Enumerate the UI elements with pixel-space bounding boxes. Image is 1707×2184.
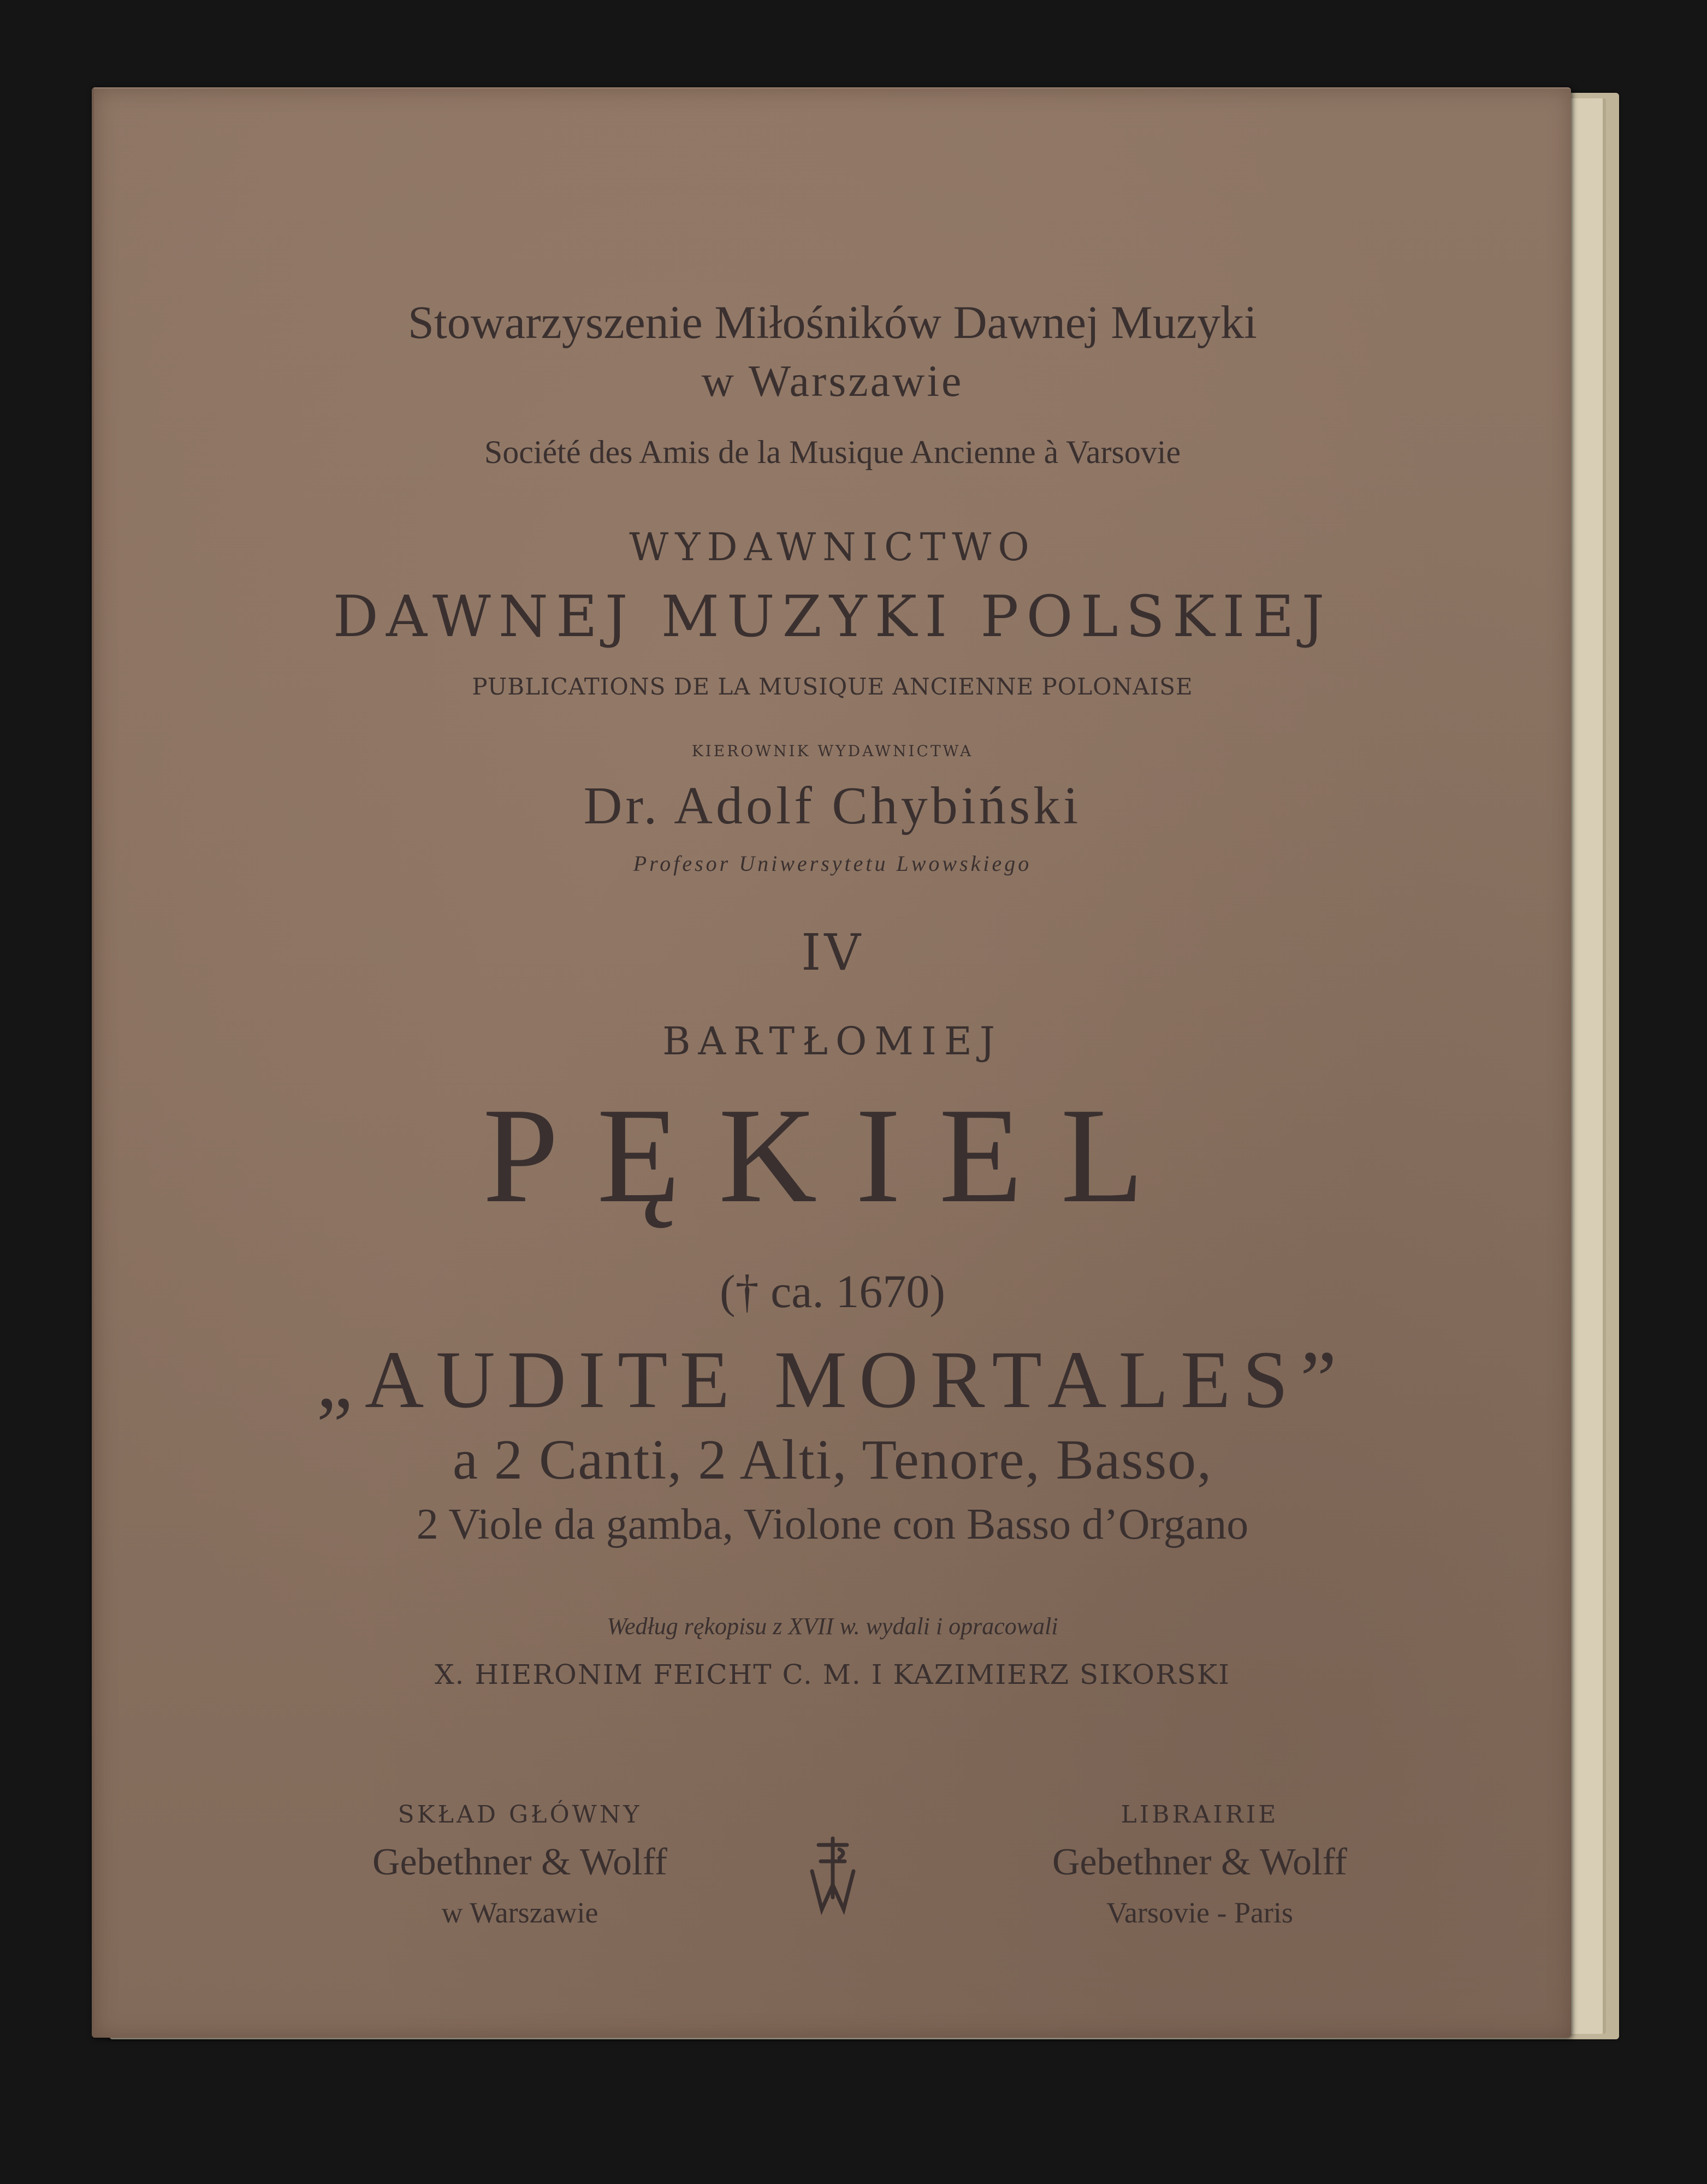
editor-label: KIEROWNIK WYDAWNICTWA [691, 742, 974, 760]
series-title: DAWNEJ MUZYKI POLSKIEJ [333, 583, 1332, 650]
publisher-left-name: Gebethner & Wolff [372, 1841, 667, 1883]
series-title-french: PUBLICATIONS DE LA MUSIQUE ANCIENNE POLONAISE [472, 673, 1193, 700]
publisher-right-heading: LIBRAIRIE [1121, 1801, 1279, 1829]
society-name-french: Société des Amis de la Musique Ancienne à Varsovie [484, 434, 1181, 470]
scoring-voices: a 2 Canti, 2 Alti, Tenore, Basso, [452, 1428, 1213, 1491]
publisher-left-heading: SKŁAD GŁÓWNY [398, 1801, 642, 1829]
scoring-instruments: 2 Viole da gamba, Violone con Basso d’Organo [416, 1500, 1249, 1548]
edition-note: Według rękopisu z XVII w. wydali i opracowali [607, 1613, 1058, 1640]
editor-name: Dr. Adolf Chybiński [583, 776, 1082, 835]
publisher-right [954, 1803, 1445, 1927]
publisher-right-name: Gebethner & Wolff [1052, 1841, 1347, 1883]
composer-dates: († ca. 1670) [719, 1265, 946, 1317]
publisher-left-city: w Warszawie [441, 1896, 598, 1929]
publisher-right-city: Varsovie - Paris [1106, 1896, 1293, 1929]
publisher-monogram-icon [778, 1833, 887, 1920]
volume-number: IV [801, 923, 864, 982]
society-name-polish: Stowarzyszenie Miłośników Dawnej Muzyki [408, 296, 1257, 348]
publisher-left [274, 1803, 766, 1927]
composer-first-name: BARTŁOMIEJ [662, 1019, 1003, 1064]
society-city: w Warszawie [701, 356, 964, 406]
series-label: WYDAWNICTWO [629, 525, 1036, 569]
edition-editors: X. HIERONIM FEICHT C. M. I KAZIMIERZ SIKORSKI [434, 1659, 1231, 1690]
editor-title: Profesor Uniwersytetu Lwowskiego [633, 851, 1032, 876]
work-title: „AUDITE MORTALES” [316, 1334, 1349, 1425]
composer-last-name: PĘKIEL [483, 1080, 1182, 1231]
book-cover [92, 87, 1571, 2038]
